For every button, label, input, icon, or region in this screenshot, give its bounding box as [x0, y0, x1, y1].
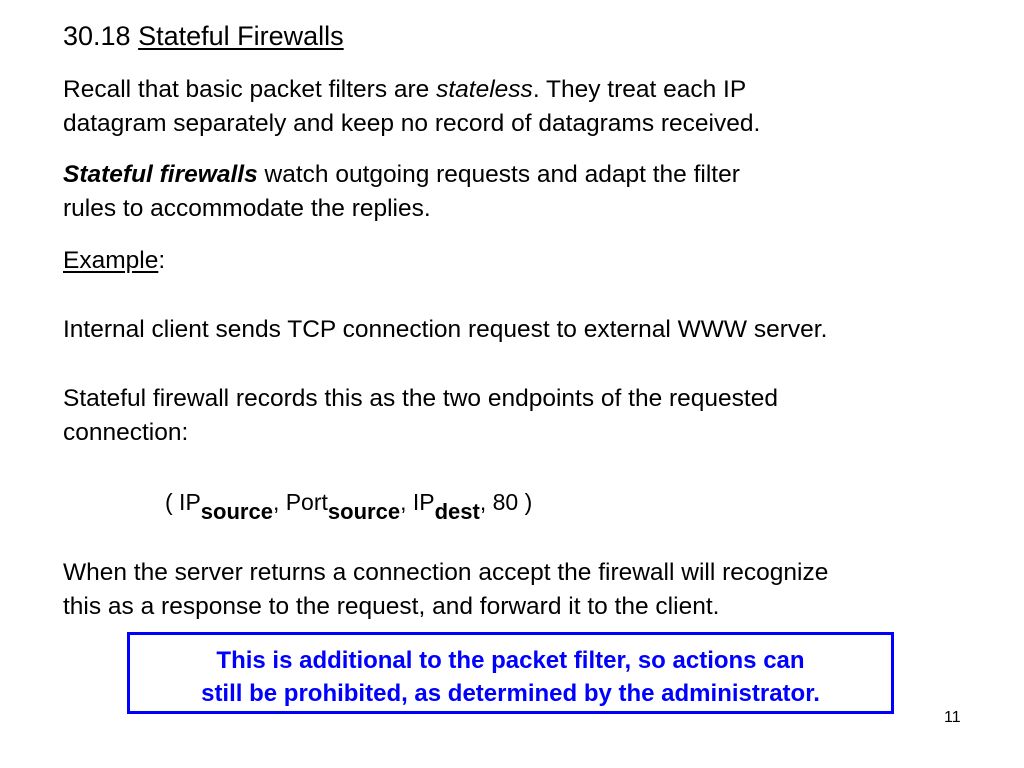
- title-number: 30.18: [63, 21, 131, 51]
- slide-title: [63, 18, 344, 54]
- tuple-subscript: source: [200, 499, 273, 524]
- tuple-part: , Port: [272, 489, 328, 515]
- paragraph-firewall-records: [63, 382, 778, 450]
- connection-tuple: [165, 485, 533, 524]
- paragraph-line: rules to accommodate the replies.: [63, 195, 431, 222]
- callout-line: still be prohibited, as determined by the administrator.: [201, 680, 820, 707]
- paragraph-stateful: [63, 158, 740, 226]
- tuple-part: , 80 ): [479, 489, 533, 515]
- paragraph-line: Stateful firewall records this as the two endpoints of the requested: [63, 385, 778, 412]
- text-run: Recall that basic packet filters are: [63, 76, 437, 103]
- paragraph-line: connection:: [63, 419, 189, 446]
- text-run: watch outgoing requests and adapt the filter: [257, 161, 740, 188]
- page-number: 11: [944, 709, 961, 726]
- callout-box: [127, 632, 894, 714]
- tuple-part: , IP: [400, 489, 435, 515]
- title-text: Stateful Firewalls: [138, 21, 344, 51]
- paragraph-server-response: [63, 556, 828, 624]
- paragraph-stateless: [63, 73, 760, 141]
- example-label: Example: [63, 247, 159, 274]
- callout-line: This is additional to the packet filter, so actions can: [216, 647, 805, 674]
- paragraph-line: [63, 158, 740, 192]
- paragraph-line: this as a response to the request, and forward it to the client.: [63, 593, 720, 620]
- tuple-subscript: dest: [434, 499, 480, 524]
- tuple-subscript: source: [327, 499, 401, 524]
- paragraph-line: datagram separately and keep no record of datagrams received.: [63, 110, 761, 137]
- example-heading: [63, 244, 165, 278]
- tuple-part: ( IP: [165, 489, 201, 515]
- text-run: . They treat each IP: [532, 76, 747, 103]
- paragraph-client-request: Internal client sends TCP connection request to external WWW server.: [63, 316, 828, 343]
- paragraph-line: [63, 73, 760, 107]
- bold-italic-term: Stateful firewalls: [63, 161, 258, 188]
- example-colon: :: [158, 247, 166, 274]
- italic-term: stateless: [436, 76, 533, 103]
- paragraph-line: When the server returns a connection accept the firewall will recognize: [63, 559, 829, 586]
